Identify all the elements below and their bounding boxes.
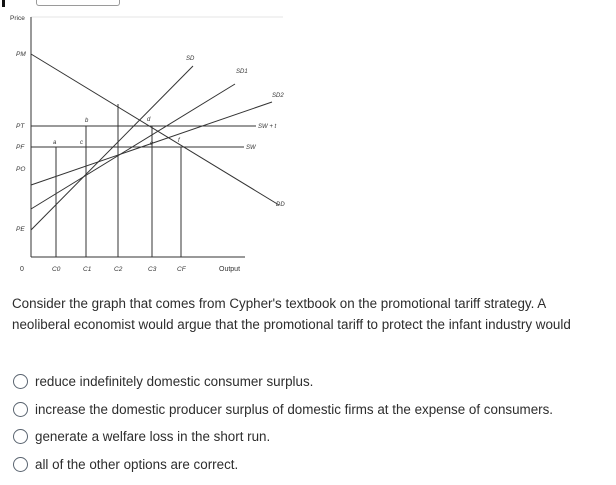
curve-label-sw: SW bbox=[246, 145, 256, 151]
price-label-pm: PM bbox=[16, 51, 26, 58]
answer-option-label: increase the domestic producer surplus of domestic firms at the expense of consumers. bbox=[35, 401, 554, 417]
answer-option-2[interactable] bbox=[13, 396, 609, 424]
supply-curve-sd bbox=[31, 66, 193, 230]
radio-button-icon[interactable] bbox=[13, 402, 28, 417]
answer-option-label: generate a welfare loss in the short run. bbox=[35, 429, 271, 445]
answer-option-3[interactable] bbox=[13, 423, 609, 451]
price-label-pe: PE bbox=[16, 226, 25, 233]
demand-curve-dd bbox=[31, 54, 279, 205]
curve-label-dd: DD bbox=[276, 202, 285, 208]
answer-options bbox=[13, 368, 609, 478]
quantity-label-c2: C2 bbox=[114, 266, 123, 273]
radio-button-icon[interactable] bbox=[13, 457, 28, 472]
price-label-po: PO bbox=[16, 166, 26, 173]
quantity-label-c1: C1 bbox=[83, 266, 92, 273]
point-label-e: e bbox=[150, 141, 154, 147]
point-label-d: d bbox=[147, 117, 151, 123]
answer-option-1[interactable] bbox=[13, 368, 609, 396]
price-label-pf: PF bbox=[16, 144, 25, 151]
point-label-b: b bbox=[85, 118, 89, 124]
quantity-label-c3: C3 bbox=[148, 266, 157, 273]
y-axis-label: Price bbox=[10, 15, 25, 22]
origin-label: 0 bbox=[20, 266, 24, 273]
answer-option-label: all of the other options are correct. bbox=[35, 456, 239, 472]
radio-button-icon[interactable] bbox=[13, 374, 28, 389]
price-label-pt: PT bbox=[16, 123, 25, 130]
x-axis-label: Output bbox=[219, 266, 241, 273]
quantity-label-cf: CF bbox=[177, 266, 186, 273]
question-text: Consider the graph that comes from Cypher's textbook on the promotional tariff strategy. A neoliberal economist would argue that the promotional tariff to protect the infant industry would bbox=[12, 296, 571, 332]
curve-label-sd1: SD1 bbox=[236, 69, 248, 75]
point-label-c: c bbox=[80, 140, 83, 146]
point-label-f: f bbox=[178, 138, 180, 144]
infant-industry-tariff-diagram bbox=[0, 0, 290, 282]
point-label-a: a bbox=[53, 140, 57, 146]
quantity-label-c0: C0 bbox=[52, 266, 61, 273]
answer-option-label: reduce indefinitely domestic consumer surplus. bbox=[35, 374, 314, 390]
curve-label-sd: SD bbox=[186, 56, 195, 62]
radio-button-icon[interactable] bbox=[13, 429, 28, 444]
curve-label-sd2: SD2 bbox=[272, 93, 284, 99]
curve-label-sw-plus-t: SW + t bbox=[258, 124, 277, 130]
answer-option-4[interactable] bbox=[13, 451, 609, 479]
